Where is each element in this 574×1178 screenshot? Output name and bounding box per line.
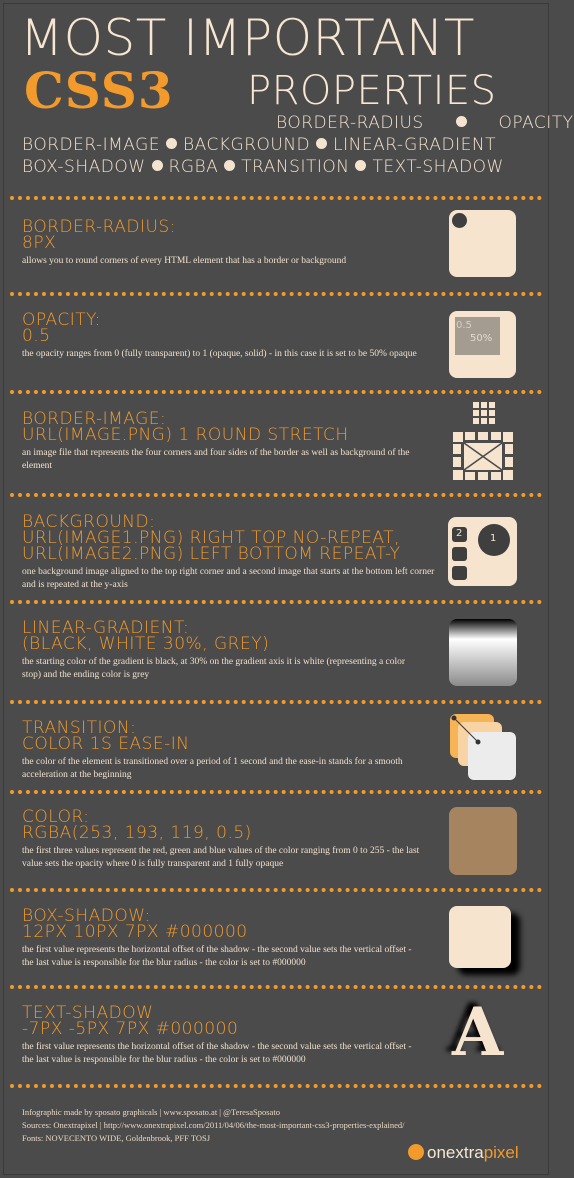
dotted-divider [10, 700, 542, 704]
section-background [22, 514, 442, 592]
bg-image-2-label: 2 [456, 528, 463, 539]
section-value: RGBA(253, 193, 119, 0.5) [22, 823, 252, 843]
dotted-divider [10, 790, 542, 794]
bg-image-1-circle [478, 524, 510, 556]
keyword: TRANSITION [241, 157, 350, 177]
section-opacity [22, 312, 422, 361]
section-text-shadow [22, 1005, 422, 1067]
section-title: COLOR: [22, 807, 90, 827]
border-radius-illustration [449, 210, 516, 277]
section-value: 12PX 10PX 7PX #000000 [22, 922, 248, 942]
section-value: URL(IMAGE.PNG) 1 ROUND STRETCH [22, 425, 349, 445]
keyword: OPACITY [498, 113, 574, 133]
keyword-row-1 [276, 113, 574, 133]
section-description: the starting color of the gradient is black, at 30% on the gradient axis it is white (representing a color stop) and the ending color is grey [22, 657, 406, 680]
brand-name-accent: pixel [483, 1143, 519, 1162]
box-shadow-illustration [449, 906, 511, 968]
section-description: the first value represents the horizontal offset of the shadow - the second value sets the vertical offset - the last value is responsible for the blur radius - the color is set to #000000 [22, 945, 412, 968]
opacity-percent-label: 50% [470, 333, 493, 344]
bg-repeat-square [452, 547, 467, 561]
text-shadow-letter: A [452, 993, 504, 1071]
section-title: OPACITY: [22, 310, 101, 330]
transition-illustration [448, 712, 520, 782]
section-value: 0.5 [22, 326, 51, 346]
section-description: the opacity ranges from 0 (fully transparent) to 1 (opaque, solid) - in this case it is set to be 50% opaque [22, 349, 417, 359]
footer-fonts: Fonts: NOVECENTO WIDE, Goldenbrook, PFF TOSJ [22, 1133, 211, 1143]
opacity-label: 0.5 [456, 320, 472, 331]
dotted-divider [10, 600, 542, 604]
section-border-image [22, 411, 422, 473]
bullet-icon [456, 116, 467, 127]
footer-credit: Infographic made by sposato graphicals | www.sposato.at | @TeresaSposato [22, 1107, 280, 1117]
section-linear-gradient [22, 620, 422, 682]
section-description: the first three values represent the red, green and blue values of the color ranging from 0 to 255 - the last value sets the opacity where 0 is fully transparent and 1 fully opaque [22, 846, 420, 869]
section-transition [22, 720, 422, 782]
keyword-row-2 [22, 135, 496, 155]
section-value: (BLACK, WHITE 30%, GREY) [22, 634, 270, 654]
opacity-square [455, 317, 500, 355]
section-value: 8PX [22, 233, 57, 253]
border-image-grid-illustration [449, 400, 517, 482]
section-title: BOX-SHADOW: [22, 906, 151, 926]
keyword: BOX-SHADOW [22, 157, 146, 177]
background-illustration [448, 517, 517, 586]
keyword-row-3 [22, 157, 504, 177]
section-color-rgba [22, 809, 422, 871]
bg-image-1-label: 1 [490, 533, 497, 544]
dotted-divider [10, 390, 542, 394]
opacity-illustration [449, 311, 516, 378]
headline-properties: PROPERTIES [247, 68, 497, 114]
keyword: BACKGROUND [183, 135, 311, 155]
section-box-shadow [22, 908, 422, 970]
bg-image-2-square [452, 527, 467, 542]
dotted-divider [10, 888, 542, 892]
footer-source-link[interactable]: Sources: Onextrapixel | http://www.onextrapixel.com/2011/04/06/the-most-important-css3-properties-explained/ [22, 1120, 405, 1130]
logo-icon [408, 1144, 424, 1160]
dotted-divider [10, 292, 542, 296]
keyword: LINEAR-GRADIENT [333, 135, 496, 155]
bullet-icon [166, 138, 177, 149]
dotted-divider [10, 985, 542, 989]
section-value: -7PX -5PX 7PX #000000 [22, 1019, 239, 1039]
section-border-radius [22, 219, 422, 268]
onextrapixel-logo[interactable] [408, 1143, 519, 1163]
brand-name: onextra [427, 1143, 484, 1162]
bullet-icon [316, 138, 327, 149]
rgba-color-swatch [449, 807, 517, 875]
section-description: allows you to round corners of every HTML element that has a border or background [22, 256, 347, 266]
section-value-2: URL(IMAGE2.PNG) LEFT BOTTOM REPEAT-Y [22, 544, 401, 564]
dotted-divider [10, 196, 542, 200]
section-title: TEXT-SHADOW [22, 1003, 154, 1023]
keyword: TEXT-SHADOW [372, 157, 504, 177]
section-title: BORDER-RADIUS: [22, 217, 176, 237]
section-description: the first value represents the horizontal offset of the shadow - the second value sets the vertical offset - the last value is responsible for the blur radius - the color is set to #000000 [22, 1042, 412, 1065]
bullet-icon [152, 160, 163, 171]
section-description: the color of the element is transitioned over a period of 1 second and the ease-in stands for a smooth acceleration at the beginning [22, 757, 403, 780]
section-description: one background image aligned to the top right corner and a second image that starts at the bottom left corner and is repeated at the y-axis [22, 567, 435, 590]
section-title: TRANSITION: [22, 718, 137, 738]
bullet-icon [355, 160, 366, 171]
bullet-icon [224, 160, 235, 171]
section-title: BACKGROUND: [22, 512, 156, 532]
section-title: LINEAR-GRADIENT: [22, 618, 190, 638]
dotted-divider [10, 1084, 542, 1088]
transition-arrow-icon [448, 712, 520, 782]
section-value: COLOR 1S EASE-IN [22, 734, 190, 754]
headline-most-important: MOST IMPORTANT [20, 9, 475, 67]
section-description: an image file that represents the four corners and four sides of the border as well as background of the element [22, 448, 410, 471]
section-title: BORDER-IMAGE: [22, 409, 167, 429]
section-value: URL(IMAGE1.PNG) RIGHT TOP NO-REPEAT, [22, 528, 401, 548]
headline-css3: CSS3 [24, 61, 174, 120]
keyword: BORDER-IMAGE [22, 135, 161, 155]
keyword: BORDER-RADIUS [276, 113, 424, 133]
bg-repeat-square [452, 566, 467, 580]
gradient-illustration [449, 619, 517, 686]
corner-circle-icon [452, 213, 467, 228]
keyword: RGBA [168, 157, 219, 177]
dotted-divider [10, 493, 542, 497]
